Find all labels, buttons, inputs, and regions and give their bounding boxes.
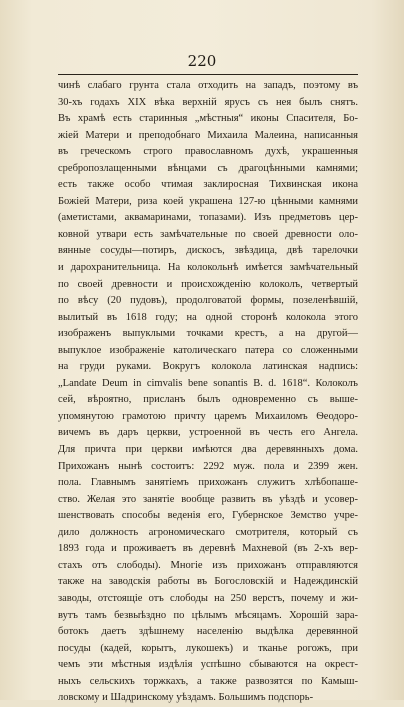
text-line: вылитый въ 1618 году; на одной сторонѣ колокола этого [58,311,358,323]
text-line: ковной утвари есть замѣчательные по своей древности оло- [58,228,358,240]
text-line: по своей древности и происхожденію колоколъ, четвертый [58,278,358,290]
text-line: стахъ отъ слободы). Многіе изъ прихожанъ отправляются [58,559,358,571]
text-line: вичемъ въ даръ церкви, устроенной въ честь его Ангела. [58,427,358,439]
text-line: чемъ эти мѣстныя издѣлія успѣшно сбываются на окрест- [58,659,358,671]
text-line: выпуклое изображеніе католическаго патера со сложенными [58,344,358,356]
text-line: дило должность агрономическаго смотрителя, который съ [58,526,358,538]
text-line: (аметистами, аквамаринами, топазами). Изъ предметовъ цер- [58,212,358,224]
text-line: чинѣ слабаго грунта стала отходить на западъ, поэтому въ [58,80,358,91]
text-line: жіей Матери и преподобнаго Михаила Малеина, написанныя [58,129,358,141]
page-body-text [58,78,358,707]
text-line: есть также особо чтимая заклиросная Тихвинская икона [58,179,358,191]
text-line: пола. Главнымъ занятіемъ прихожанъ служитъ хлѣбопаше- [58,477,358,489]
text-line: Для причта при церкви имѣются два деревянныхъ дома. [58,444,358,456]
text-line: заводы, отстоящіе отъ слободы на 250 верстъ, почему и жи- [58,592,358,604]
text-line: въ греческомъ строго православномъ духѣ, украшенныя [58,146,358,158]
text-line: ботокъ даетъ здѣшнему населенію выдѣлка деревянной [58,626,358,638]
text-line: вутъ тамъ безвыѣздно по цѣлымъ мѣсяцамъ. Хорошій зара- [58,609,358,621]
text-line: Божіей Матери, риза коей украшена 127-ю цѣнными камнями [58,195,358,207]
text-line: 30-хъ годахъ XIX вѣка верхній ярусъ съ нея былъ снятъ. [58,96,358,108]
text-line: изображенъ выпуклыми точками крестъ, а на другой— [58,328,358,340]
text-line: также на заводскія работы въ Богословскій и Надеждинскій [58,576,358,588]
text-line: по вѣсу (20 пудовъ), продолговатой формы, позеленѣвшій, [58,295,358,307]
text-line: шенствовать способы веденія его, Губернское Земство учре- [58,510,358,522]
text-line: 1893 года и проживаетъ въ деревнѣ Махневой (въ 2-хъ вер- [58,543,358,555]
text-line: Въ храмѣ есть старинныя „мѣстныя“ иконы Спасителя, Бо- [58,113,358,125]
page-number: 220 [187,52,217,70]
text-line: ство. Желая это занятіе вообще развить въ уѣздѣ и усовер- [58,493,358,505]
text-line: вянные сосуды—потиръ, дискосъ, звѣздица, двѣ тарелочки [58,245,358,257]
text-line: и дарохранительница. На колокольнѣ имѣется замѣчательный [58,262,358,274]
text-line: „Landate Deum in cimvalis bene sonantis B. d. 1618“. Колоколъ [58,377,358,389]
text-line: Прихожанъ нынѣ состоитъ: 2292 муж. пола и 2399 жен. [58,460,358,472]
text-line: ловскому и Шадринскому уѣздамъ. Большимъ подспорь- [58,692,314,704]
text-line: на груди руками. Вокругъ колокола латинская надпись: [58,361,358,373]
text-line: сей, вѣроятно, присланъ былъ одновременно съ выше- [58,394,358,406]
text-line: упомянутою грамотою причту царемъ Михаиломъ Ѳеодоро- [58,410,358,422]
header-rule [58,74,358,75]
text-line: ныхъ сельскихъ торжкахъ, а также развозятся по Камыш- [58,675,358,687]
text-line: сребропозлащенными вѣнцами съ драгоцѣнными камнями; [58,162,358,174]
text-line: посуды (кадей, корытъ, лукошекъ) и тканье рогожъ, при [58,642,358,654]
